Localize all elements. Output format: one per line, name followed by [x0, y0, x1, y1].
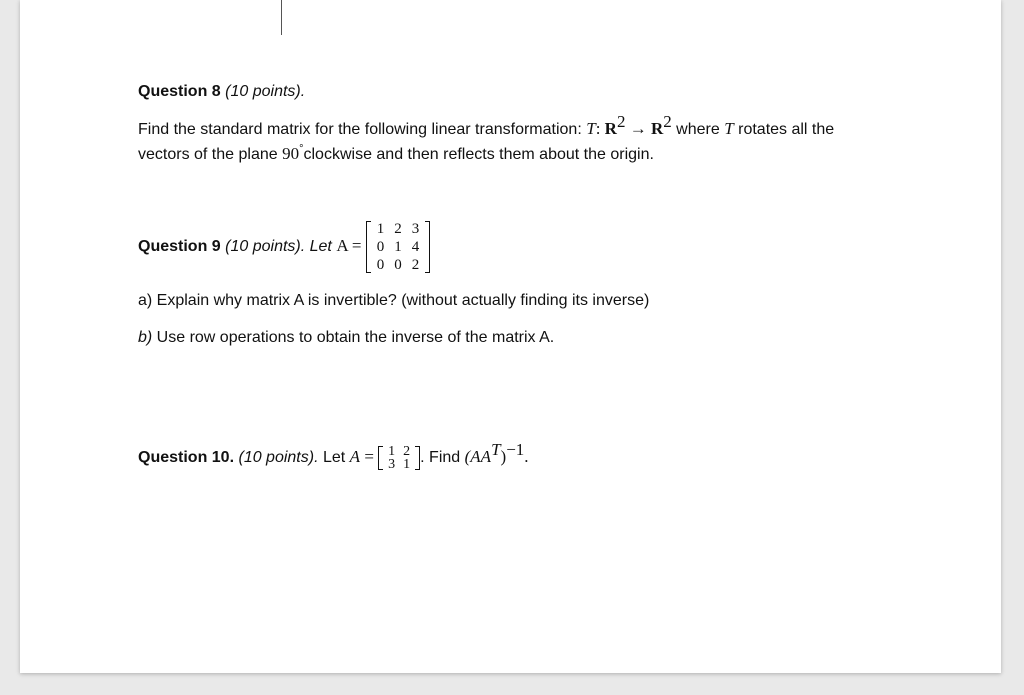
q10-equals: =: [360, 447, 379, 466]
q8-R-domain: R: [604, 119, 617, 138]
question-9-part-b: [138, 325, 554, 350]
q8-T-2: T: [724, 119, 734, 138]
matrix-cell: 4: [411, 238, 420, 255]
matrix-cell: 2: [411, 256, 420, 273]
matrix-cell: 1: [403, 456, 411, 472]
question-8-line-2: [138, 141, 654, 167]
q8-colon: :: [595, 119, 605, 138]
q8-R-codomain: R: [650, 119, 664, 138]
q8-arrow: →: [625, 119, 651, 138]
matrix-cell: 1: [376, 220, 385, 237]
question-10-points: (10 points).: [238, 449, 319, 466]
matrix-cell: 3: [388, 456, 396, 472]
matrix-A-2x2: [378, 445, 420, 471]
matrix-cell: 2: [403, 443, 411, 459]
matrix-cell: 0: [376, 238, 385, 255]
matrix-cell: 1: [394, 238, 402, 255]
q8-sq-1: 2: [616, 112, 626, 131]
q8-text-a: Find the standard matrix for the following linear transformation:: [138, 121, 587, 138]
matrix-cell: 0: [394, 256, 402, 273]
q8-text-c: vectors of the plane: [138, 146, 283, 163]
q10-transpose: T: [491, 440, 501, 459]
question-10-title: Question 10.: [138, 449, 235, 466]
question-10-heading: [138, 440, 529, 474]
q9-part-b-label: b): [138, 329, 153, 346]
q10-find: . Find: [420, 449, 465, 466]
q10-close-paren: ): [500, 447, 507, 466]
q10-period: .: [524, 447, 529, 466]
q9-part-b-text: Use row operations to obtain the inverse of the matrix A.: [152, 329, 555, 346]
q8-where: where: [671, 121, 725, 138]
question-8-title: Question 8: [138, 83, 221, 100]
q10-expr: (AA: [464, 447, 492, 466]
question-8-heading: [138, 79, 305, 104]
q8-T: T: [586, 119, 596, 138]
q9-equals: =: [347, 236, 366, 255]
q10-A: A: [349, 447, 361, 466]
q9-part-a-text: a) Explain why matrix A is invertible? (without actually finding its inverse): [138, 292, 650, 309]
matrix-cell: 1: [388, 443, 396, 459]
matrix-A-3x3: [366, 220, 431, 274]
q8-sq-2: 2: [663, 112, 672, 131]
q8-degree-symbol: °: [299, 143, 304, 155]
question-8-points: (10 points).: [225, 83, 306, 100]
question-9-points: (10 points). Let: [225, 238, 332, 255]
matrix-cell: 2: [394, 220, 402, 237]
matrix-cell: 0: [376, 256, 385, 273]
q10-let: Let: [318, 449, 350, 466]
text-cursor: [281, 0, 282, 35]
question-9-part-a: [138, 288, 649, 313]
q8-text-d: clockwise and then reflects them about the origin.: [303, 146, 654, 163]
matrix-cell: 3: [411, 220, 420, 237]
q8-text-b: rotates all the: [733, 121, 835, 138]
question-8-line-1: [138, 112, 835, 142]
q9-A: A: [336, 236, 348, 255]
question-9-title: Question 9: [138, 238, 221, 255]
q8-degrees: 90: [282, 144, 300, 163]
q10-inverse-exponent: −1: [506, 440, 525, 459]
question-9-heading: [138, 216, 430, 276]
